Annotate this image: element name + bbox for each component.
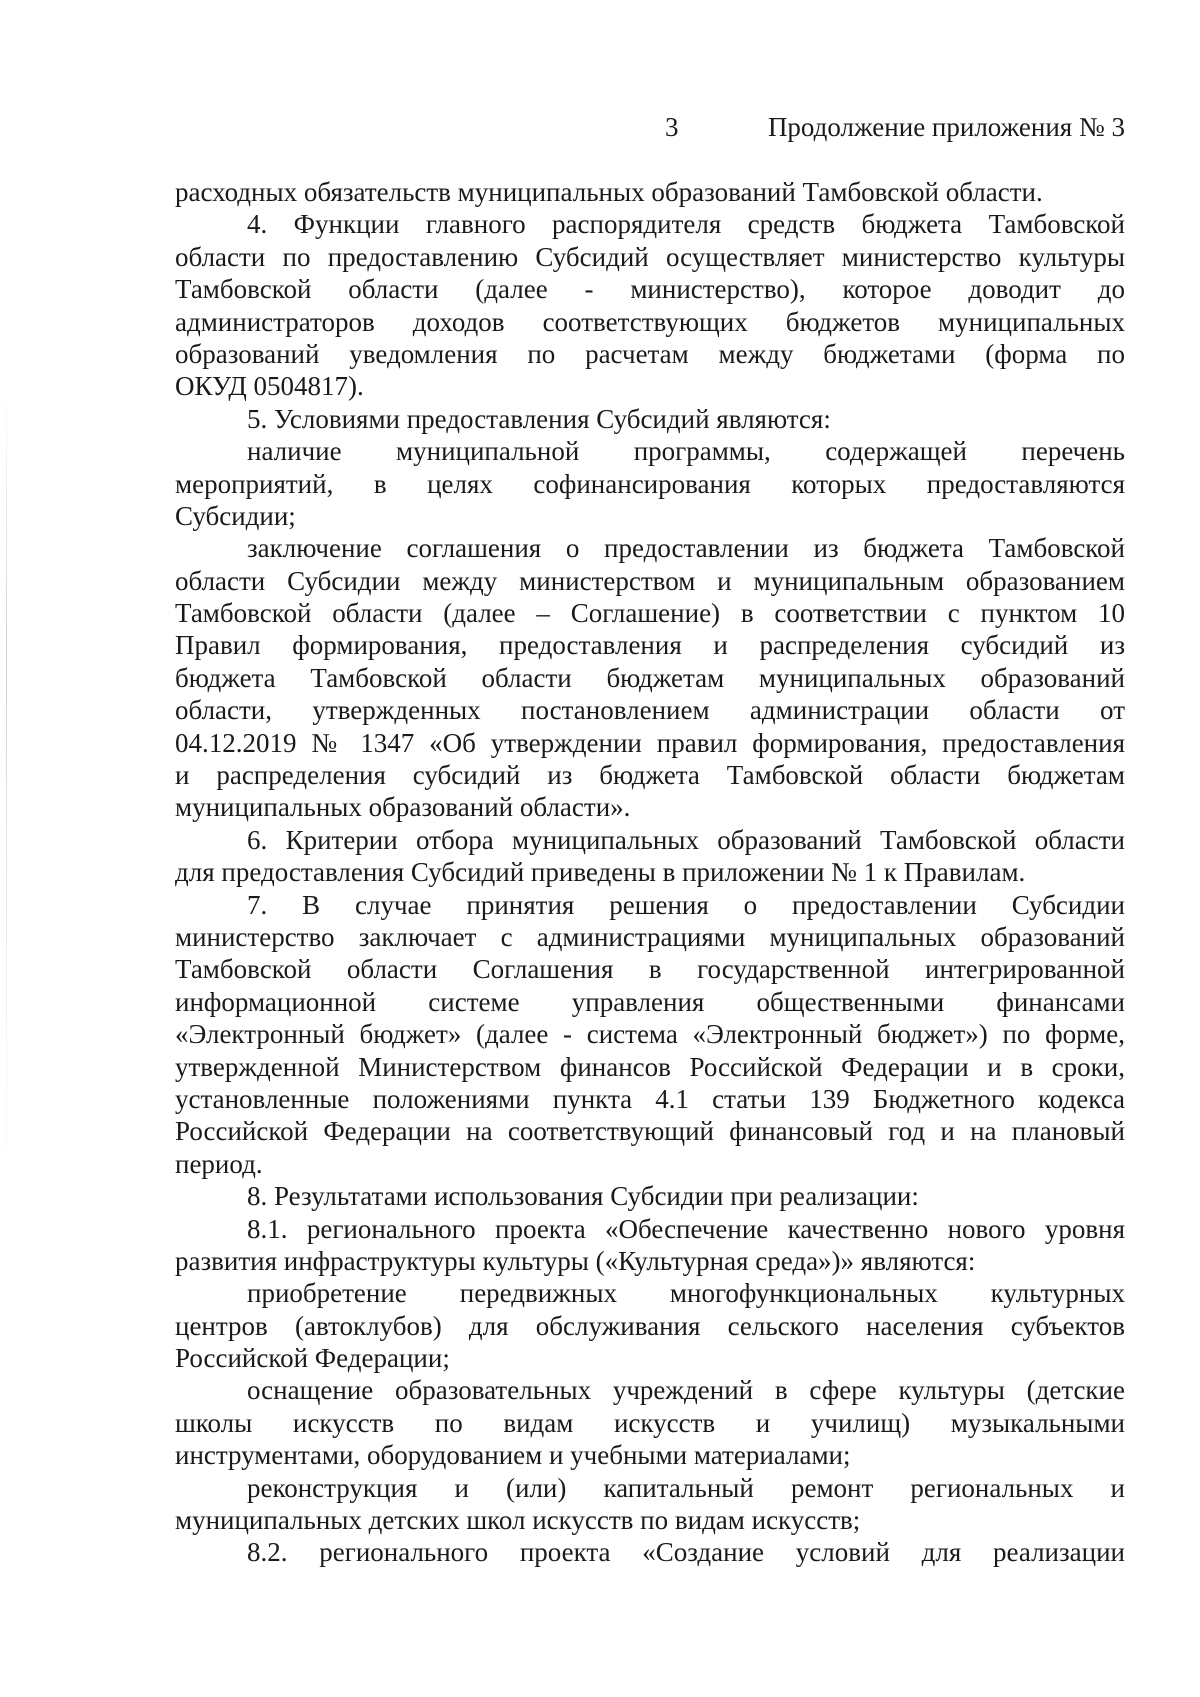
text-line: области Субсидии между министерством и муниципальным образованием xyxy=(175,565,1125,596)
text-line: школы искусств по видам искусств и училищ) музыкальными xyxy=(175,1407,1125,1438)
text-line: развития инфраструктуры культуры («Культурная среда»)» являются: xyxy=(175,1245,976,1276)
text-line: муниципальных детских школ искусств по видам искусств; xyxy=(175,1505,861,1536)
scan-edge-shadow xyxy=(6,380,7,1200)
text-line: области по предоставлению Субсидий осуществляет министерство культуры xyxy=(175,241,1125,272)
text-line: Правил формирования, предоставления и распределения субсидий из xyxy=(175,630,1125,661)
text-line: Тамбовской области Соглашения в государственной интегрированной xyxy=(175,954,1125,985)
text-line: области, утвержденных постановлением администрации области от xyxy=(175,695,1125,726)
text-line: муниципальных образований области». xyxy=(175,792,631,823)
text-line: оснащение образовательных учреждений в сфере культуры (детские xyxy=(247,1375,1125,1406)
text-line: администраторов доходов соответствующих бюджетов муниципальных xyxy=(175,306,1125,337)
text-line: 7. В случае принятия решения о предоставлении Субсидии xyxy=(247,889,1125,920)
text-line: 8.1. регионального проекта «Обеспечение качественно нового уровня xyxy=(247,1213,1125,1244)
text-line: министерство заключает с администрациями муниципальных образований xyxy=(175,921,1125,952)
appendix-continuation-label: Продолжение приложения № 3 xyxy=(767,112,1125,142)
page-number: 3 xyxy=(665,112,679,142)
text-line: 04.12.2019 № 1347 «Об утверждении правил формирования, предоставления xyxy=(175,727,1125,758)
text-line: мероприятий, в целях софинансирования которых предоставляются xyxy=(175,468,1125,499)
text-line: ОКУД 0504817). xyxy=(175,371,364,402)
text-line: центров (автоклубов) для обслуживания сельского населения субъектов xyxy=(175,1310,1125,1341)
text-line: 6. Критерии отбора муниципальных образований Тамбовской области xyxy=(247,824,1125,855)
text-line: утвержденной Министерством финансов Российской Федерации и в сроки, xyxy=(175,1051,1125,1082)
text-line: 5. Условиями предоставления Субсидий являются: xyxy=(247,403,831,434)
text-line: «Электронный бюджет» (далее - система «Электронный бюджет») по форме, xyxy=(175,1019,1125,1050)
text-line: реконструкция и (или) капитальный ремонт региональных и xyxy=(247,1472,1125,1503)
text-line: информационной системе управления общественными финансами xyxy=(175,986,1125,1017)
text-line: 8. Результатами использования Субсидии при реализации: xyxy=(247,1181,919,1212)
text-line: образований уведомления по расчетам между бюджетами (форма по xyxy=(175,338,1125,369)
text-line: 4. Функции главного распорядителя средств бюджета Тамбовской xyxy=(247,209,1125,240)
text-line: Российской Федерации на соответствующий финансовый год и на плановый xyxy=(175,1116,1125,1147)
text-line: для предоставления Субсидий приведены в приложении № 1 к Правилам. xyxy=(175,857,1026,888)
text-line: Субсидии; xyxy=(175,500,296,531)
text-line: и распределения субсидий из бюджета Тамбовской области бюджетам xyxy=(175,760,1125,791)
document-body xyxy=(175,176,1125,1569)
text-line: Российской Федерации; xyxy=(175,1343,450,1374)
text-line: 8.2. регионального проекта «Создание условий для реализации xyxy=(247,1537,1125,1568)
text-line: инструментами, оборудованием и учебными материалами; xyxy=(175,1440,851,1471)
text-line: установленные положениями пункта 4.1 статьи 139 Бюджетного кодекса xyxy=(175,1083,1125,1114)
text-line: расходных обязательств муниципальных образований Тамбовской области. xyxy=(175,177,1043,207)
text-line: приобретение передвижных многофункциональных культурных xyxy=(247,1278,1125,1309)
page-header xyxy=(175,112,1125,152)
text-line: наличие муниципальной программы, содержащей перечень xyxy=(247,436,1125,467)
text-line: период. xyxy=(175,1148,263,1179)
text-line: заключение соглашения о предоставлении из бюджета Тамбовской xyxy=(247,533,1125,564)
text-line: Тамбовской области (далее - министерство), которое доводит до xyxy=(175,274,1125,305)
text-line: Тамбовской области (далее – Соглашение) в соответствии с пунктом 10 xyxy=(175,598,1125,629)
text-line: бюджета Тамбовской области бюджетам муниципальных образований xyxy=(175,662,1125,693)
